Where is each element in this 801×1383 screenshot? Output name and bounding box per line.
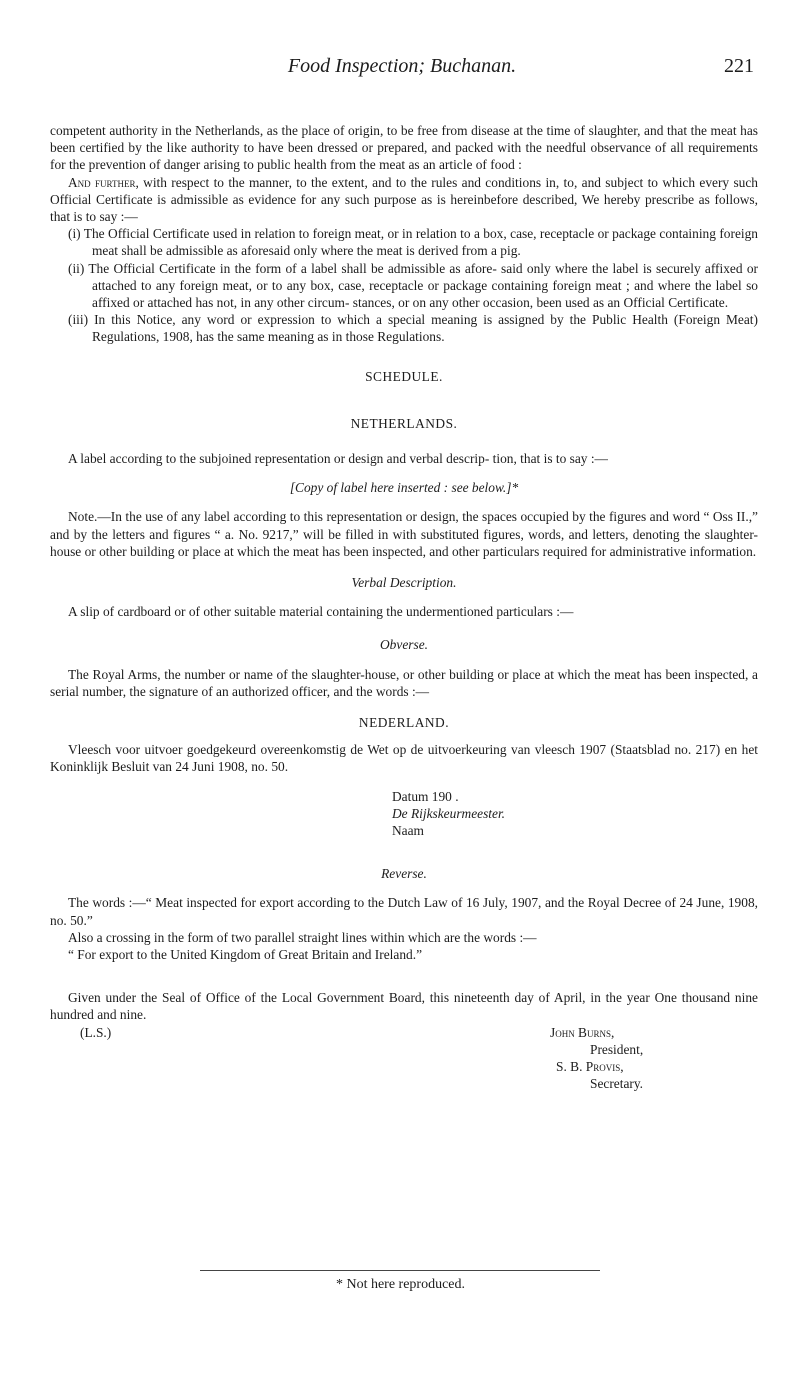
- footnote: * Not here reproduced.: [335, 1277, 466, 1292]
- clause-ii: (ii) The Official Certificate in the form of a label shall be admissible as afore- said only where the label is securely affixed or attached to any foreign meat, or to any box, case, receptacle or package containing foreign meat ; and where the label so affixed or attached has not, in any other circum- stances, or on any other occasion, been used as an Official Certificate.: [68, 260, 758, 311]
- running-title: Food Inspection; Buchanan.: [287, 55, 517, 77]
- paragraph-continued: competent authority in the Netherlands, as the place of origin, to be free from disease at the time of slaughter, and that the meat has been certified by the like authority to have been dressed or prepared, and packed with the needful observance of all requirements for the prevention of danger arising to public health from the meat as an article of food :: [50, 123, 758, 173]
- given-under-seal: Given under the Seal of Office of the Local Government Board, this nineteenth day of April, in the year One thousand nine hundred and nine.: [50, 990, 758, 1023]
- obverse-text: The Royal Arms, the number or name of the slaughter-house, or other building or place at which the meat has been inspected, a serial number, the signature of an authorized officer, and the words :—: [50, 666, 758, 699]
- page-header: [50, 55, 754, 88]
- naam-line: Naam: [392, 823, 424, 839]
- and-further-text: , with respect to the manner, to the extent, and to the rules and conditions in, to, and subject to which every such Official Certificate is admissible as evidence for any such purpose as is hereinbefore described, We hereby prescribe as follows, that is to say :—: [50, 174, 759, 225]
- label-dutch-text: Vleesch voor uitvoer goedgekeurd overeenkomstig de Wet op de uitvoerkeuring van vleesch 1907 (Staatsblad no. 217) en het Koninklijk Besluit van 24 Juni 1908, no. 50.: [50, 742, 758, 775]
- signatory-title-president: President,: [590, 1041, 644, 1057]
- schedule-intro: A label according to the subjoined representation or design and verbal descrip- tion, that is to say :—: [68, 451, 608, 467]
- copy-of-label-note: [Copy of label here inserted : see below.]*: [289, 480, 519, 496]
- verbal-description-intro: A slip of cardboard or of other suitable material containing the undermentioned particulars :—: [68, 604, 574, 620]
- text-body: [50, 122, 758, 1092]
- reverse-text: The words :—“ Meat inspected for export according to the Dutch Law of 16 July, 1907, and the Royal Decree of 24 June, 1908, no. 50.”: [50, 895, 758, 928]
- and-further-lead: And further: [68, 174, 136, 190]
- country-heading: NETHERLANDS.: [350, 415, 458, 431]
- export-words: “ For export to the United Kingdom of Great Britain and Ireland.”: [68, 947, 423, 963]
- clause-i: (i) The Official Certificate used in relation to foreign meat, or in relation to a box, case, receptacle or package containing foreign meat shall be admissible as aforesaid only where the meat is derived from a pig.: [68, 226, 758, 259]
- page-number: 221: [724, 55, 754, 77]
- datum-line: Datum 190 .: [392, 788, 459, 804]
- signatory-title-secretary: Secretary.: [590, 1076, 644, 1092]
- signatories: [550, 1024, 758, 1093]
- seal-mark: (L.S.): [80, 1024, 112, 1040]
- signatory-name-burns: John Burns,: [550, 1024, 615, 1040]
- rijkskeurmeester-line: De Rijkskeurmeester.: [392, 805, 506, 821]
- reverse-heading: Reverse.: [381, 866, 427, 882]
- footnote-rule: [200, 1270, 600, 1271]
- note-paragraph: Note.—In the use of any label according to this representation or design, the spaces occupied by the figures and word “ Oss II.,” and by the letters and figures “ a. No. 9217,” will be filled in with substituted figures, words, and letters, denoting the slaughter-house or other building or place at which the meat has been inspected, and other particulars required for administrative information.: [50, 509, 758, 559]
- label-country-heading: NEDERLAND.: [358, 715, 450, 731]
- label-signature-block: [392, 788, 758, 840]
- schedule-heading: SCHEDULE.: [365, 368, 443, 384]
- verbal-description-heading: Verbal Description.: [351, 575, 457, 591]
- signatory-name-provis: S. B. Provis,: [556, 1059, 624, 1075]
- obverse-heading: Obverse.: [380, 637, 428, 653]
- clause-iii: (iii) In this Notice, any word or expression to which a special meaning is assigned by the Public Health (Foreign Meat) Regulations, 1908, has the same meaning as in those Regulations.: [68, 312, 758, 345]
- paragraph-and-further: [50, 174, 758, 226]
- crossing-text: Also a crossing in the form of two parallel straight lines within which are the words :—: [68, 929, 537, 945]
